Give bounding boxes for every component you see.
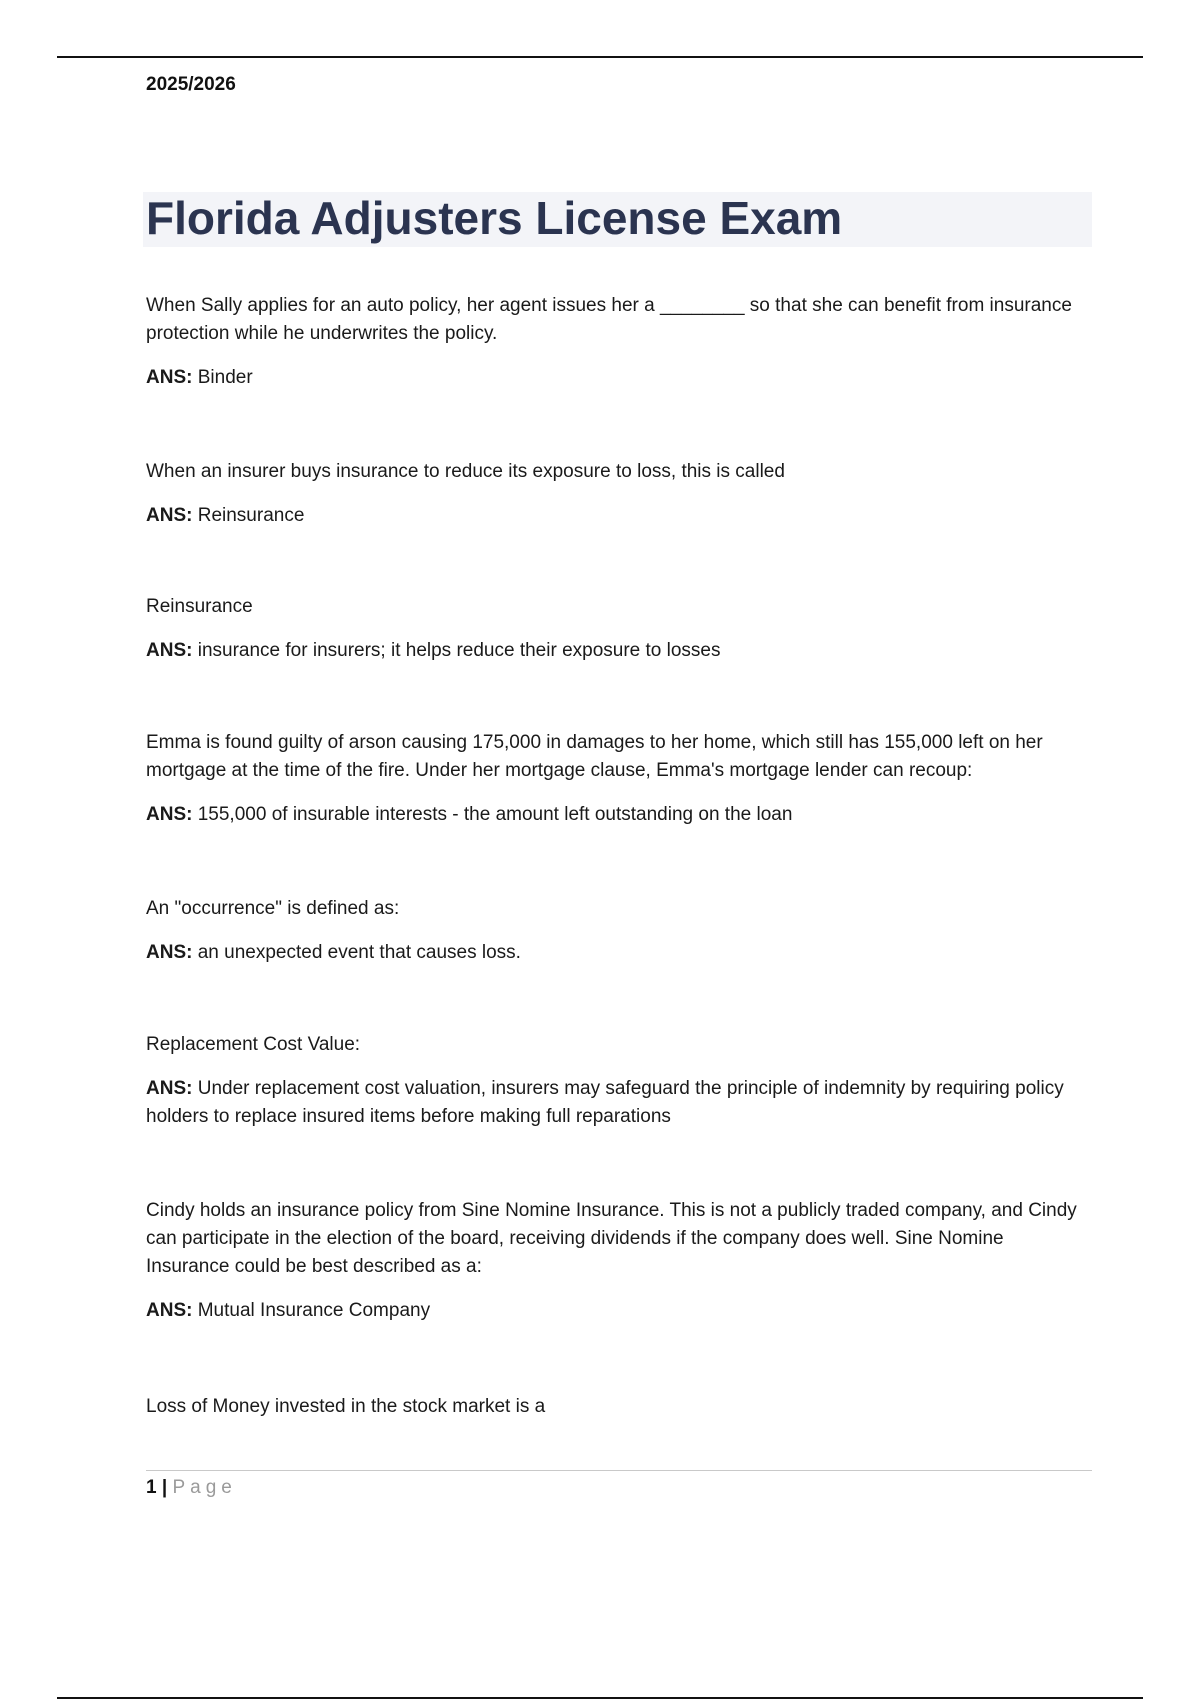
bottom-rule (57, 1697, 1143, 1699)
ans-label: ANS: (146, 804, 193, 825)
answer-text: an unexpected event that causes loss. (197, 942, 521, 963)
answer-line (146, 801, 1081, 829)
answer-line (146, 1075, 1081, 1131)
answer-text: 155,000 of insurable interests - the amount left outstanding on the loan (197, 804, 793, 825)
answer-text: Under replacement cost valuation, insurers may safeguard the principle of indemnity by requiring policy holders to replace insured items before making full reparations (146, 1078, 1064, 1127)
qa-item-6 (146, 1031, 1081, 1131)
ans-label: ANS: (146, 1078, 193, 1099)
header-year: 2025/2026 (146, 74, 236, 95)
qa-item-5 (146, 895, 1081, 967)
qa-item-4 (146, 729, 1081, 829)
qa-item-2 (146, 458, 1081, 530)
ans-label: ANS: (146, 1300, 193, 1321)
answer-text: Mutual Insurance Company (197, 1300, 431, 1321)
question-text: An "occurrence" is defined as: (146, 898, 400, 919)
ans-label: ANS: (146, 640, 193, 661)
answer-line (146, 364, 1081, 392)
answer-line (146, 939, 1081, 967)
answer-line (146, 637, 1081, 665)
answer-line (146, 502, 1081, 530)
answer-text: Reinsurance (197, 505, 305, 526)
page-number: 1 (146, 1477, 157, 1498)
document-title: Florida Adjusters License Exam (146, 192, 843, 244)
question-text: When Sally applies for an auto policy, her agent issues her a ________ so that she can benefit from insurance protection while he underwrites the policy. (146, 295, 1072, 344)
answer-text: Binder (197, 367, 253, 388)
answer-line (146, 1297, 1081, 1325)
question-text: Cindy holds an insurance policy from Sine Nomine Insurance. This is not a publicly traded company, and Cindy can participate in the election of the board, receiving dividends if the company does well. Sine Nomine Insurance could be best described as a: (146, 1200, 1077, 1277)
qa-item-7 (146, 1197, 1081, 1325)
question-text: Emma is found guilty of arson causing 175,000 in damages to her home, which still has 155,000 left on her mortgage at the time of the fire. Under her mortgage clause, Emma's mortgage lender can recoup: (146, 732, 1043, 781)
qa-item-1 (146, 292, 1081, 392)
qa-item-3 (146, 593, 1081, 665)
ans-label: ANS: (146, 505, 193, 526)
ans-label: ANS: (146, 942, 193, 963)
question-text: When an insurer buys insurance to reduce its exposure to loss, this is called (146, 461, 785, 482)
question-text: Replacement Cost Value: (146, 1034, 361, 1055)
page-footer (146, 1474, 237, 1502)
footer-rule (146, 1470, 1092, 1471)
page-label: Page (172, 1477, 237, 1498)
answer-text: insurance for insurers; it helps reduce their exposure to losses (197, 640, 721, 661)
trailing-question: Loss of Money invested in the stock market is a (146, 1396, 546, 1417)
ans-label: ANS: (146, 367, 193, 388)
page-separator: | (161, 1477, 168, 1498)
top-rule (57, 56, 1143, 58)
question-text: Reinsurance (146, 596, 253, 617)
